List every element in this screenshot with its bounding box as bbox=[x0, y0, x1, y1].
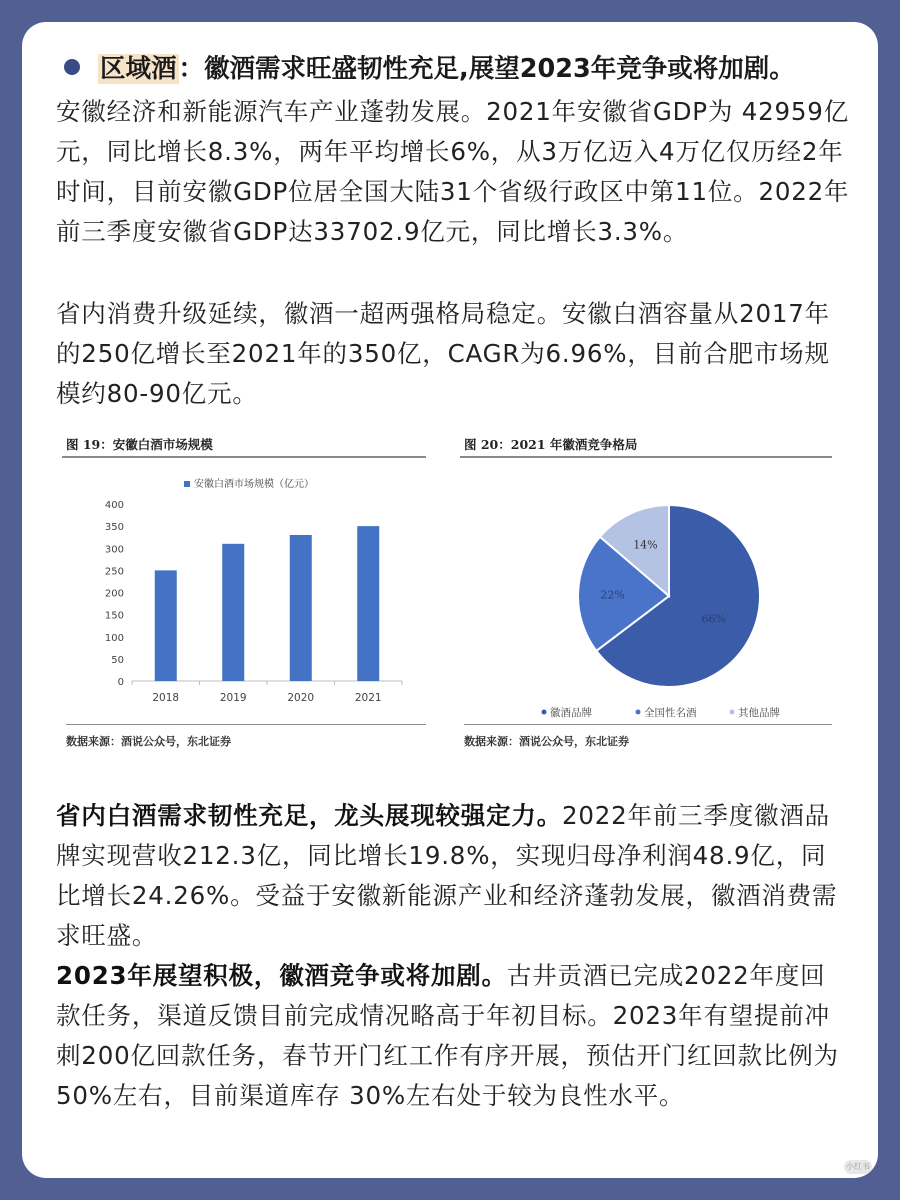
paragraph-outlook bbox=[56, 956, 850, 1116]
y-tick-label: 50 bbox=[111, 654, 124, 666]
paragraph4-text: 古井贡酒已完成2022年度回款任务，渠道反馈目前完成情况略高于年初目标。2023年有望提前冲刺200亿回款任务，春节开门红工作有序开展，预估开门红回款比例为50%左右，目前渠道库存 30%左右处于较为良性水平。 bbox=[56, 961, 839, 1110]
legend-dot bbox=[730, 710, 735, 715]
figure1-title: 图 19：安徽白酒市场规模 bbox=[62, 434, 426, 458]
y-tick-label: 0 bbox=[117, 677, 124, 688]
bar-2019 bbox=[222, 544, 244, 681]
figure-bar-chart bbox=[62, 434, 426, 774]
legend-label: 安徽白酒市场规模（亿元） bbox=[194, 479, 314, 490]
y-tick-label: 150 bbox=[104, 610, 124, 622]
legend-swatch bbox=[184, 481, 190, 487]
pie-data-label: 66% bbox=[701, 612, 727, 626]
pie-data-label: 22% bbox=[600, 588, 625, 602]
bar-2018 bbox=[155, 570, 177, 681]
bar-2021 bbox=[357, 526, 379, 681]
legend-label: 徽酒品牌 bbox=[550, 707, 592, 719]
paragraph4-bold: 2023年展望积极，徽酒竞争或将加剧。 bbox=[56, 961, 507, 990]
x-tick-label: 2019 bbox=[219, 692, 247, 704]
legend-label: 其他品牌 bbox=[738, 707, 780, 719]
pie-data-label: 14% bbox=[633, 538, 658, 552]
x-tick-label: 2021 bbox=[354, 692, 382, 704]
section-heading bbox=[62, 48, 858, 90]
legend-label: 全国性名酒 bbox=[644, 707, 697, 719]
y-tick-label: 350 bbox=[104, 522, 124, 534]
y-tick-label: 200 bbox=[104, 588, 124, 600]
figure-pie-chart bbox=[460, 434, 832, 774]
x-tick-label: 2020 bbox=[287, 692, 315, 704]
y-tick-label: 400 bbox=[104, 500, 124, 511]
paragraph-demand bbox=[56, 796, 850, 956]
figure1-source: 数据来源：酒说公众号，东北证券 bbox=[66, 724, 426, 749]
paragraph-market: 省内消费升级延续，徽酒一超两强格局稳定。安徽白酒容量从2017年的250亿增长至2021年的350亿，CAGR为6.96%，目前合肥市场规模约80-90亿元。 bbox=[56, 299, 830, 408]
bar-chart-svg bbox=[62, 464, 426, 724]
heading-tag: 区域酒 bbox=[100, 54, 177, 84]
content-card bbox=[22, 22, 878, 1178]
figure2-title: 图 20：2021 年徽酒竞争格局 bbox=[460, 434, 832, 458]
bar-2020 bbox=[290, 535, 312, 681]
x-tick-label: 2018 bbox=[152, 692, 180, 704]
bullet-dot-icon bbox=[64, 59, 80, 75]
heading-colon: ： bbox=[178, 54, 205, 84]
paragraph3-bold: 省内白酒需求韧性充足，龙头展现较强定力。 bbox=[56, 801, 562, 830]
y-tick-label: 250 bbox=[104, 566, 124, 578]
paragraph-gdp: 安徽经济和新能源汽车产业蓬勃发展。2021年安徽省GDP为 42959亿元，同比增长8.3%，两年平均增长6%，从3万亿迈入4万亿仅历经2年时间，目前安徽GDP位居全国大陆31个省级行政区中第11位。2022年前三季度安徽省GDP达33702.9亿元，同比增长3.3%。 bbox=[56, 97, 850, 246]
y-tick-label: 100 bbox=[104, 632, 124, 644]
legend-dot bbox=[542, 710, 547, 715]
watermark: 小红书 bbox=[844, 1160, 872, 1174]
pie-chart-svg bbox=[460, 464, 832, 724]
figure2-source: 数据来源：酒说公众号，东北证券 bbox=[464, 724, 832, 749]
y-tick-label: 300 bbox=[104, 544, 124, 556]
legend-dot bbox=[636, 710, 641, 715]
heading-text: 徽酒需求旺盛韧性充足,展望2023年竞争或将加剧。 bbox=[204, 54, 795, 84]
paragraph3-text: 2022年前三季度徽酒品牌实现营收212.3亿，同比增长19.8%，实现归母净利润48.9亿，同比增长24.26%。受益于安徽新能源产业和经济蓬勃发展，徽酒消费需求旺盛。 bbox=[56, 801, 838, 950]
